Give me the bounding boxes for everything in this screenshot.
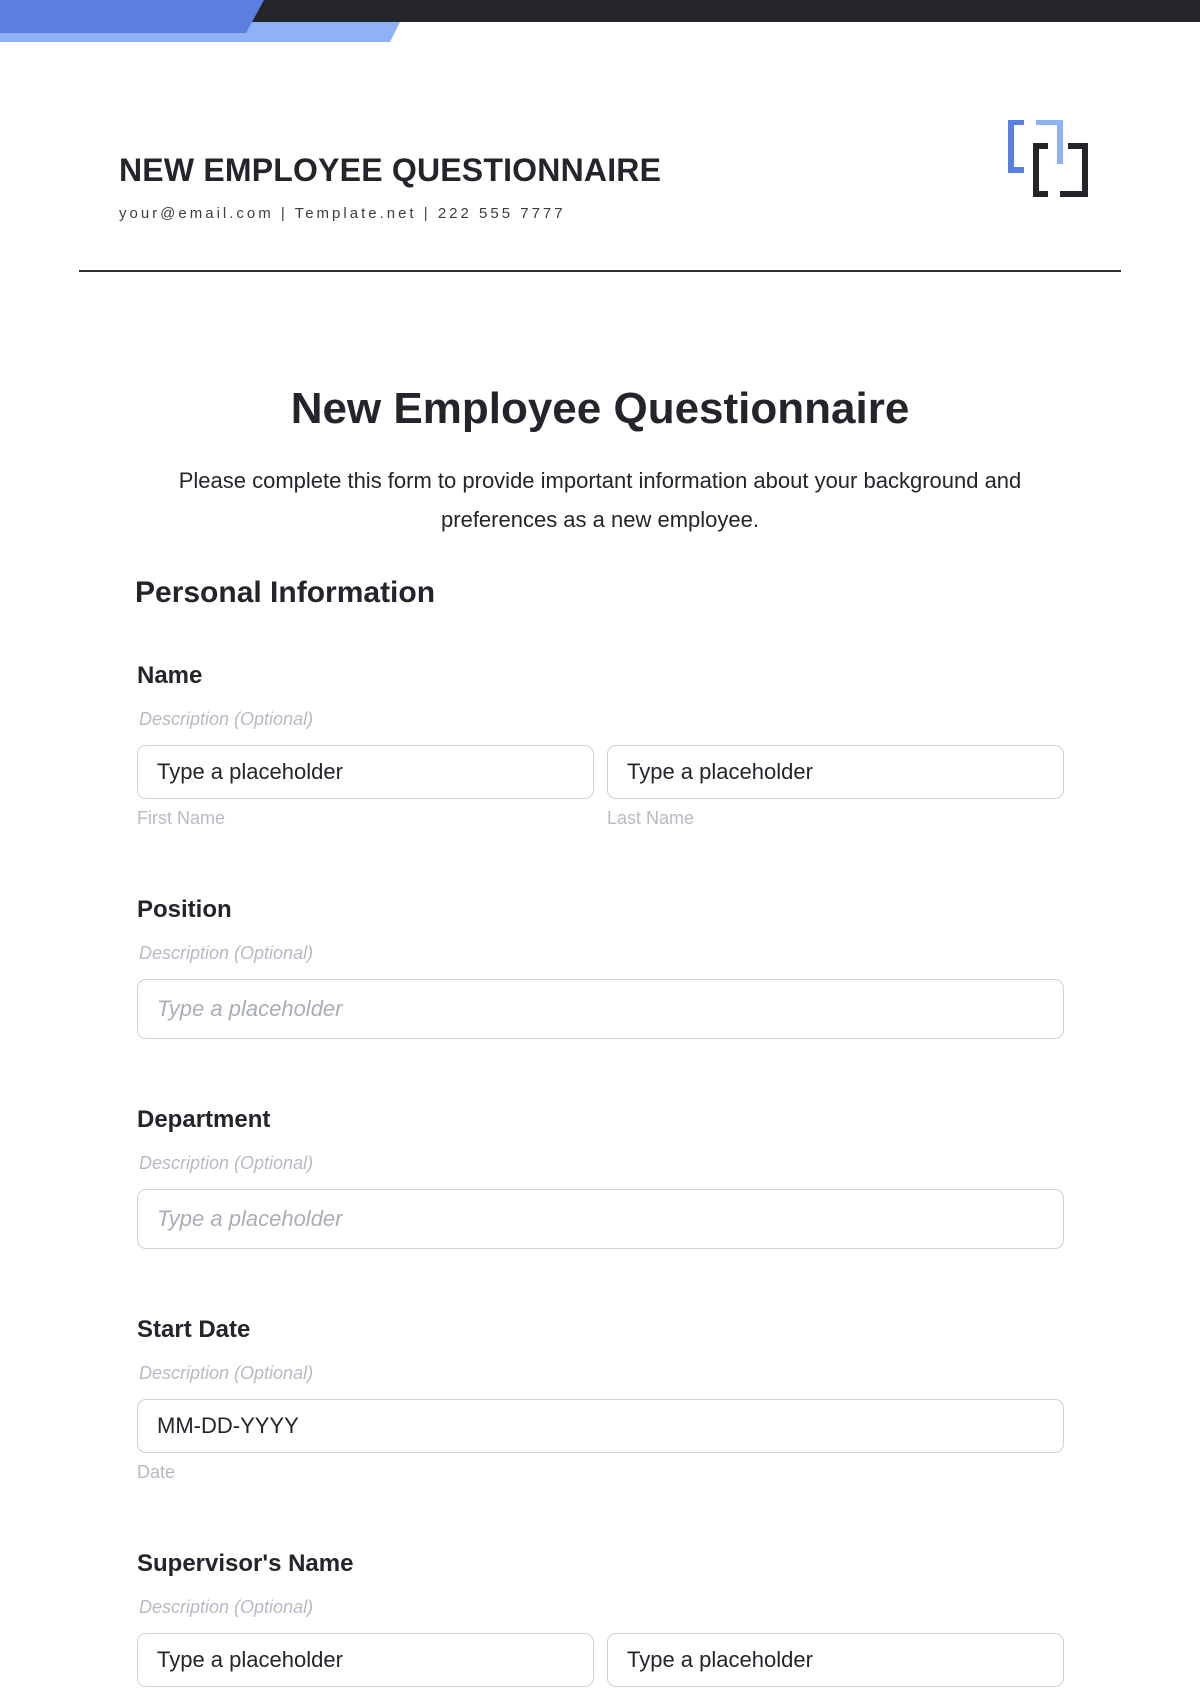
supervisor-last-name-input[interactable] bbox=[607, 1633, 1064, 1687]
section-title-personal-information: Personal Information bbox=[135, 576, 436, 609]
document-title: New Employee Questionnaire bbox=[290, 384, 910, 433]
supervisor-name-description: Description (Optional) bbox=[139, 1597, 314, 1617]
start-date-label: Start Date bbox=[137, 1316, 251, 1343]
position-description: Description (Optional) bbox=[139, 943, 314, 963]
first-name-sublabel: First Name bbox=[137, 808, 226, 828]
header-divider bbox=[79, 270, 1121, 272]
bracket-logo-icon bbox=[1008, 120, 1088, 198]
name-label: Name bbox=[137, 662, 203, 689]
supervisor-last-name-value: Type a placeholder bbox=[627, 1647, 813, 1672]
start-date-value: MM-DD-YYYY bbox=[157, 1413, 299, 1438]
department-label: Department bbox=[137, 1106, 271, 1133]
last-name-sublabel: Last Name bbox=[607, 808, 695, 828]
start-date-input[interactable] bbox=[137, 1399, 1064, 1453]
start-date-sublabel: Date bbox=[137, 1462, 176, 1482]
supervisor-first-name-input[interactable] bbox=[137, 1633, 594, 1687]
document-intro: Please complete this form to provide important information about your background and preferences as a new employee. bbox=[178, 468, 1022, 532]
supervisor-first-name-value: Type a placeholder bbox=[157, 1647, 343, 1672]
position-label: Position bbox=[137, 896, 232, 923]
name-description: Description (Optional) bbox=[139, 709, 314, 729]
position-input[interactable] bbox=[137, 979, 1064, 1039]
first-name-value: Type a placeholder bbox=[157, 759, 343, 784]
position-placeholder: Type a placeholder bbox=[157, 996, 343, 1021]
department-input[interactable] bbox=[137, 1189, 1064, 1249]
department-description: Description (Optional) bbox=[139, 1153, 314, 1173]
last-name-value: Type a placeholder bbox=[627, 759, 813, 784]
first-name-input[interactable] bbox=[137, 745, 594, 799]
brand-title: NEW EMPLOYEE QUESTIONNAIRE bbox=[119, 152, 662, 188]
brand-contact-line: your@email.com | Template.net | 222 555 7777 bbox=[119, 205, 566, 222]
top-accent-bar bbox=[0, 0, 1200, 42]
start-date-description: Description (Optional) bbox=[139, 1363, 314, 1383]
last-name-input[interactable] bbox=[607, 745, 1064, 799]
department-placeholder: Type a placeholder bbox=[157, 1206, 343, 1231]
document-header bbox=[119, 152, 661, 222]
supervisor-name-label: Supervisor's Name bbox=[137, 1550, 354, 1577]
